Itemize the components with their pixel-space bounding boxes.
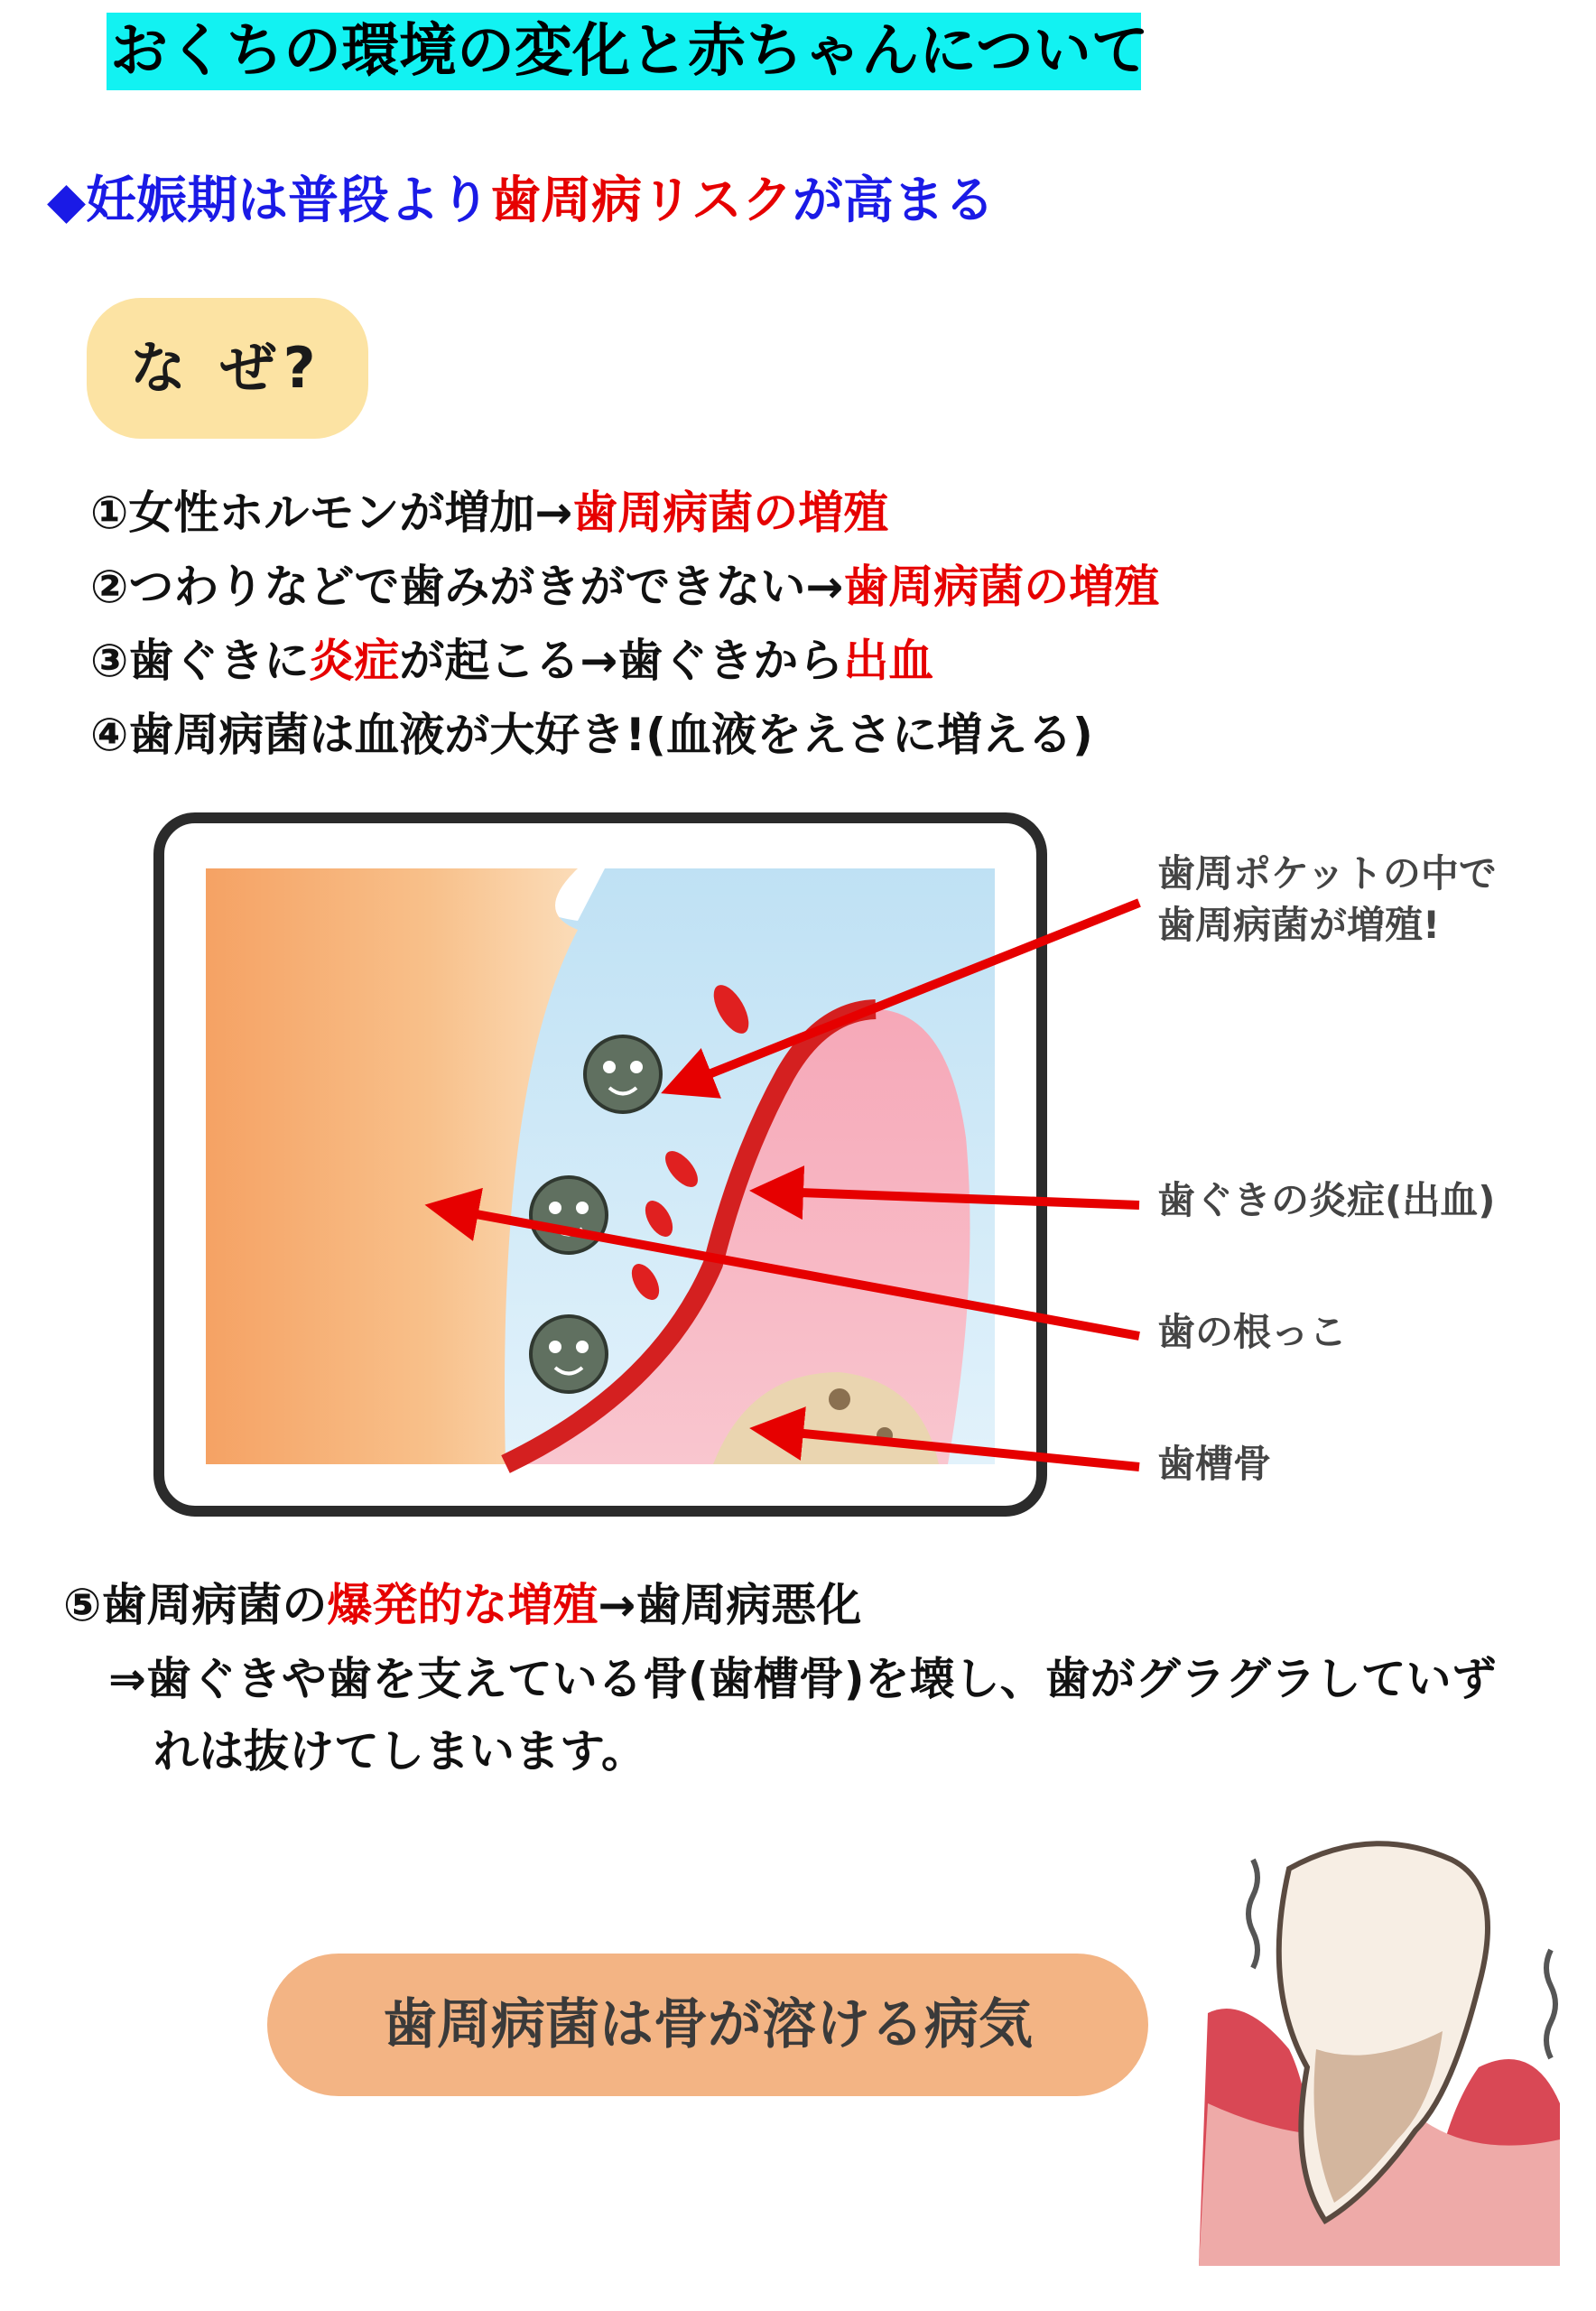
reason-text: が起こる→歯ぐきから [399,635,844,687]
shake-line-icon [1546,1950,1555,2058]
heading-suffix: が高まる [792,172,995,230]
point-five [63,1569,861,1634]
bone-pore [829,1388,850,1410]
label-pocket-line1: 歯周ポケットの中で [1157,851,1497,896]
bone-pore [776,1417,794,1435]
bacteria-icon [531,1316,607,1392]
bacteria-icon [531,1177,607,1253]
label-pocket-line2: 歯周病菌が増殖! [1157,902,1441,947]
label-pocket [1157,849,1497,951]
reason-text: ①女性ホルモンが増加→ [90,487,573,539]
reason-highlight: 歯周病菌の増殖 [843,561,1160,613]
detail-line1: ⇒歯ぐきや歯を支えている骨(歯槽骨)を壊し、歯がグラグラしていず [108,1653,1497,1705]
reason-highlight: 炎症 [309,635,400,687]
periodontal-diagram [153,812,1047,1517]
point5-suffix: →歯周病悪化 [598,1579,862,1631]
heading-prefix: ◆妊娠期は普段より [47,172,491,230]
reason-highlight: 出血 [843,635,934,687]
reason-highlight: 歯周病菌の増殖 [572,487,889,539]
reason-text: ③歯ぐきに [90,635,310,687]
shake-line-icon [1248,1860,1257,1968]
label-tooth-root: 歯の根っこ [1157,1310,1348,1354]
detail-line2: れは抜けてしまいます。 [153,1725,646,1777]
reason-text: ④歯周病菌は血液が大好き!(血液をえさに増える) [90,709,1093,761]
reason-item [90,625,933,690]
bacteria-icon [585,1036,661,1112]
reason-text: ②つわりなどで歯みがきができない→ [90,561,844,613]
bone-pore [877,1427,893,1443]
section-heading [47,161,995,233]
point5-highlight: 爆発的な増殖 [327,1579,598,1631]
heading-highlight: 歯周病リスク [490,172,793,230]
reason-item [90,477,888,542]
label-gum-inflammation: 歯ぐきの炎症(出血) [1157,1178,1496,1222]
reason-item [90,551,1159,616]
page-title: おくちの環境の変化と赤ちゃんについて [110,18,1149,85]
loose-tooth-illustration [1190,1833,1569,2266]
point5-prefix: ⑤歯周病菌の [63,1579,328,1631]
reason-item [90,699,1093,764]
label-alveolar-bone: 歯槽骨 [1157,1442,1272,1486]
summary-text: 歯周病菌は骨が溶ける病気 [383,1993,1033,2056]
why-label: な ぜ? [130,335,323,401]
point-five-detail [108,1643,1553,1787]
